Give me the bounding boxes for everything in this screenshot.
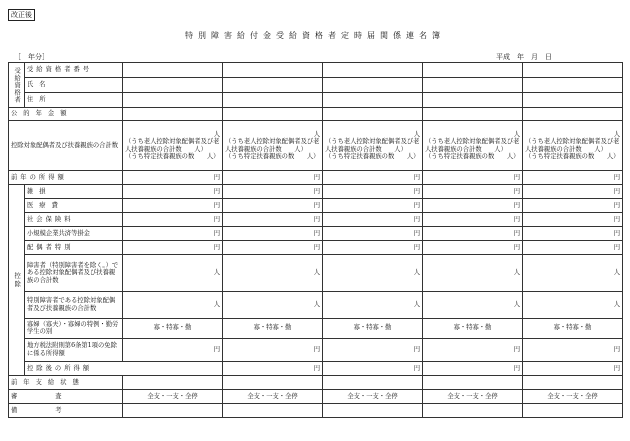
yen-cell[interactable]: 円: [223, 338, 323, 361]
dep-elderly: （うち老人控除対象配偶者及び老人扶養親族の合計数 人）: [325, 138, 420, 153]
cell[interactable]: [223, 375, 323, 389]
yen-cell[interactable]: 円: [323, 227, 423, 241]
row-review: [9, 389, 623, 403]
label-special-disabled: 特別障害者である控除対象配偶者及び扶養親族の合計数: [25, 291, 123, 318]
cell[interactable]: [323, 375, 423, 389]
label-widow: 寡婦（寡夫）・寡婦の特例・勤労学生の別: [25, 318, 123, 338]
cell[interactable]: [323, 63, 423, 78]
row-disabled: [9, 255, 623, 291]
cell[interactable]: [523, 403, 623, 417]
dep-specific: （うち特定扶養親族の数 人）: [125, 152, 220, 160]
row-recipient-number: [9, 63, 623, 78]
yen-cell[interactable]: 円: [423, 199, 523, 213]
cell[interactable]: [323, 403, 423, 417]
label-social-insurance: 社会保険料: [25, 213, 123, 227]
yen-cell[interactable]: 円: [323, 241, 423, 255]
label-name: [25, 78, 123, 93]
person-cell[interactable]: 人: [523, 291, 623, 318]
dep-total: 人: [213, 131, 220, 139]
row-local-tax: [9, 338, 623, 361]
cell[interactable]: [423, 63, 523, 78]
yen-cell[interactable]: 円: [123, 241, 223, 255]
cell[interactable]: [523, 108, 623, 121]
label-medical: 医療費: [25, 199, 123, 213]
yen-cell[interactable]: 円: [423, 338, 523, 361]
date-label: 平成 年 月 日: [496, 53, 552, 61]
row-remarks: [9, 403, 623, 417]
cell[interactable]: [523, 78, 623, 93]
yen-cell[interactable]: 円: [223, 213, 323, 227]
row-prev-income: [9, 171, 623, 185]
dep-elderly: （うち老人控除対象配偶者及び老人扶養親族の合計数 人）: [125, 138, 220, 153]
label-misc-loss-text: 雑損: [27, 188, 52, 196]
yen-cell[interactable]: 円: [223, 199, 323, 213]
cell[interactable]: [123, 78, 223, 93]
label-disabled: 障害者（特別障害者を除く。）である控除対象配偶者及び扶養親族の合計数: [25, 255, 123, 291]
cell[interactable]: [323, 108, 423, 121]
label-prev-income: 前年の所得額: [9, 171, 123, 185]
group-label-recipient: 受給資格者: [9, 63, 25, 108]
yen-cell[interactable]: 円: [523, 338, 623, 361]
cell[interactable]: [423, 108, 523, 121]
yen-cell[interactable]: 円: [223, 227, 323, 241]
dependents-cell[interactable]: [323, 121, 423, 171]
cell[interactable]: [123, 403, 223, 417]
dependents-cell[interactable]: [223, 121, 323, 171]
cell[interactable]: [523, 375, 623, 389]
person-cell[interactable]: 人: [323, 255, 423, 291]
yen-cell[interactable]: 円: [523, 227, 623, 241]
dep-elderly: （うち老人控除対象配偶者及び老人扶養親族の合計数 人）: [425, 138, 520, 153]
cell[interactable]: [323, 93, 423, 108]
row-small-business: [9, 227, 623, 241]
widow-option-cell[interactable]: 寡・特寡・勤: [323, 318, 423, 338]
person-cell[interactable]: 人: [123, 255, 223, 291]
yen-cell[interactable]: 円: [423, 227, 523, 241]
cell[interactable]: [123, 375, 223, 389]
yen-cell[interactable]: 円: [123, 185, 223, 199]
dep-total: 人: [413, 131, 420, 139]
row-widow: [9, 318, 623, 338]
cell[interactable]: [123, 63, 223, 78]
yen-cell[interactable]: 円: [523, 199, 623, 213]
label-spouse-special: 配偶者特別: [25, 241, 123, 255]
label-remarks-text: 備考: [11, 406, 100, 414]
yen-cell[interactable]: 円: [323, 213, 423, 227]
dep-elderly: （うち老人控除対象配偶者及び老人扶養親族の合計数 人）: [225, 138, 320, 153]
row-medical: [9, 199, 623, 213]
yen-cell[interactable]: 円: [523, 361, 623, 375]
review-option-cell[interactable]: 全支・一支・全停: [323, 389, 423, 403]
cell[interactable]: [223, 403, 323, 417]
cell[interactable]: [523, 93, 623, 108]
group-label-deduction: 控除: [9, 185, 25, 375]
dep-specific: （うち特定扶養親族の数 人）: [325, 152, 420, 160]
review-option-cell[interactable]: 全支・一支・全停: [423, 389, 523, 403]
row-name: [9, 78, 623, 93]
dep-specific: （うち特定扶養親族の数 人）: [225, 152, 320, 160]
yen-cell[interactable]: 円: [323, 361, 423, 375]
dep-total: 人: [313, 131, 320, 139]
widow-option-cell[interactable]: 寡・特寡・勤: [523, 318, 623, 338]
dep-elderly: （うち老人控除対象配偶者及び老人扶養親族の合計数 人）: [525, 138, 620, 153]
dep-total: 人: [613, 131, 620, 139]
label-misc-loss: [25, 185, 123, 199]
yen-cell[interactable]: 円: [523, 185, 623, 199]
yen-cell[interactable]: 円: [423, 185, 523, 199]
yen-cell[interactable]: 円: [423, 241, 523, 255]
dependents-cell[interactable]: [123, 121, 223, 171]
row-special-disabled: [9, 291, 623, 318]
label-support-status: 前年支給状態: [9, 375, 123, 389]
yen-cell[interactable]: 円: [223, 361, 323, 375]
cell[interactable]: [423, 403, 523, 417]
yen-cell[interactable]: 円: [223, 185, 323, 199]
label-recipient-number: 受給資格者番号: [25, 63, 123, 78]
form-title: 特別障害給付金受給資格者定時届関係連名簿: [185, 31, 445, 40]
person-cell[interactable]: 人: [223, 291, 323, 318]
yen-cell[interactable]: 円: [423, 361, 523, 375]
label-review: [9, 389, 123, 403]
dependents-cell[interactable]: [523, 121, 623, 171]
yen-cell[interactable]: 円: [123, 199, 223, 213]
yen-cell[interactable]: 円: [323, 338, 423, 361]
label-dependents: 控除対象配偶者及び扶養親族の合計数: [9, 121, 123, 171]
cell[interactable]: [223, 108, 323, 121]
label-name-text: 氏名: [27, 81, 52, 89]
cell[interactable]: [123, 93, 223, 108]
yen-cell[interactable]: 円: [323, 185, 423, 199]
cell[interactable]: [523, 63, 623, 78]
register-table: [8, 62, 623, 418]
yen-cell[interactable]: 円: [423, 213, 523, 227]
dep-specific: （うち特定扶養親族の数 人）: [525, 152, 620, 160]
person-cell[interactable]: 人: [523, 255, 623, 291]
review-option-cell[interactable]: 全支・一支・全停: [123, 389, 223, 403]
row-misc-loss: [9, 185, 623, 199]
yen-cell[interactable]: 円: [223, 171, 323, 185]
cell[interactable]: [323, 78, 423, 93]
revised-badge: 改正後: [8, 9, 35, 21]
widow-option-cell[interactable]: 寡・特寡・勤: [223, 318, 323, 338]
widow-option-cell[interactable]: 寡・特寡・勤: [123, 318, 223, 338]
person-cell[interactable]: 人: [423, 291, 523, 318]
label-local-tax: 地方税法附則第6条第1項の免除に係る所得額: [25, 338, 123, 361]
label-remarks: [9, 403, 123, 417]
cell[interactable]: [223, 93, 323, 108]
cell[interactable]: [423, 375, 523, 389]
yen-cell[interactable]: 円: [123, 227, 223, 241]
row-dependents: [9, 121, 623, 171]
yen-cell[interactable]: 円: [323, 199, 423, 213]
cell[interactable]: [223, 78, 323, 93]
yen-cell[interactable]: 円: [523, 241, 623, 255]
label-pension: 公的年金額: [9, 108, 123, 121]
row-address: [9, 93, 623, 108]
year-label: ［ 年分］: [14, 53, 49, 61]
person-cell[interactable]: 人: [323, 291, 423, 318]
cell[interactable]: [223, 63, 323, 78]
label-address: [25, 93, 123, 108]
yen-cell[interactable]: 円: [123, 338, 223, 361]
yen-cell[interactable]: 円: [123, 171, 223, 185]
yen-cell[interactable]: 円: [223, 241, 323, 255]
yen-cell[interactable]: 円: [323, 171, 423, 185]
cell[interactable]: [423, 78, 523, 93]
dep-specific: （うち特定扶養親族の数 人）: [425, 152, 520, 160]
dep-total: 人: [513, 131, 520, 139]
row-spouse-special: [9, 241, 623, 255]
row-after-deduction: [9, 361, 623, 375]
yen-cell[interactable]: 円: [523, 171, 623, 185]
label-small-business: 小規模企業共済等掛金: [25, 227, 123, 241]
yen-cell[interactable]: 円: [523, 213, 623, 227]
cell[interactable]: [123, 108, 223, 121]
person-cell[interactable]: 人: [123, 291, 223, 318]
review-option-cell[interactable]: 全支・一支・全停: [223, 389, 323, 403]
cell[interactable]: [423, 93, 523, 108]
row-support-status: [9, 375, 623, 389]
label-address-text: 住所: [27, 96, 52, 104]
widow-option-cell[interactable]: 寡・特寡・勤: [423, 318, 523, 338]
row-social-insurance: [9, 213, 623, 227]
person-cell[interactable]: 人: [423, 255, 523, 291]
yen-cell[interactable]: 円: [123, 213, 223, 227]
person-cell[interactable]: 人: [223, 255, 323, 291]
dependents-cell[interactable]: [423, 121, 523, 171]
label-after-deduction: 控除後の所得額: [25, 361, 223, 375]
yen-cell[interactable]: 円: [423, 171, 523, 185]
row-pension: [9, 108, 623, 121]
review-option-cell[interactable]: 全支・一支・全停: [523, 389, 623, 403]
label-review-text: 審査: [11, 392, 100, 400]
